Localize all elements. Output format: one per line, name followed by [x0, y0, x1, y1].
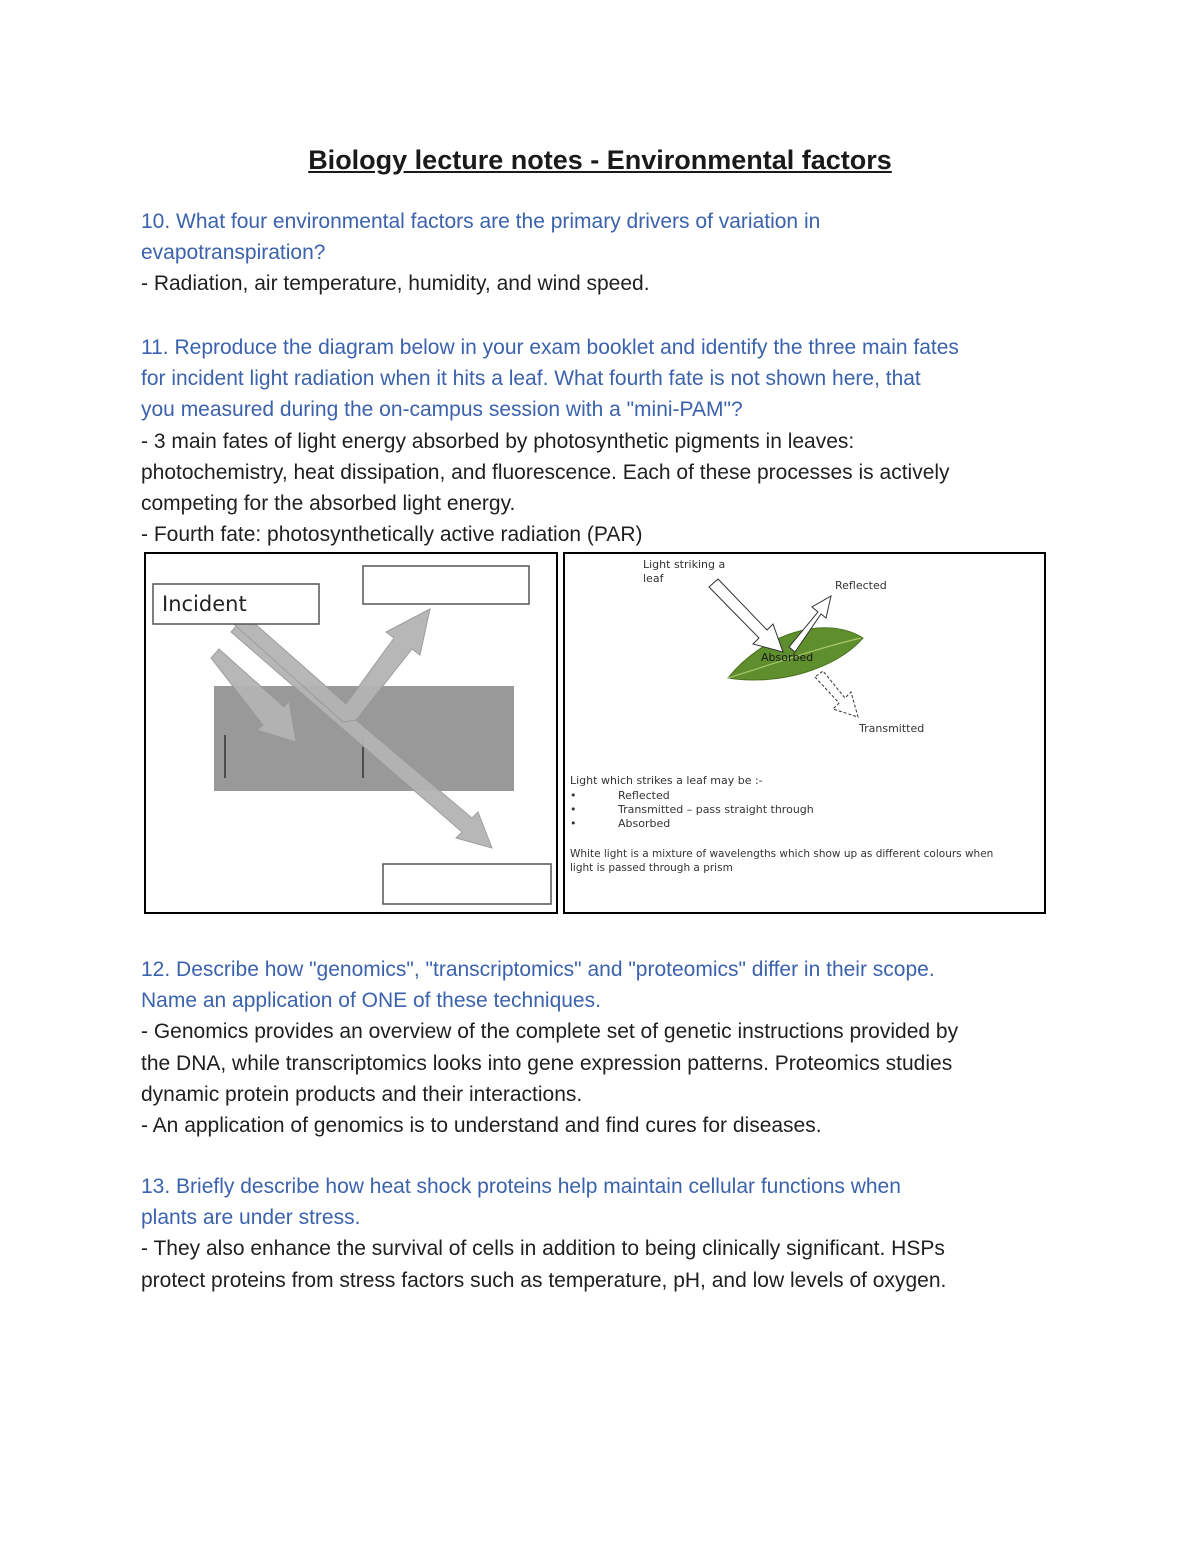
incident-label: Incident	[162, 592, 247, 616]
list-intro: Light which strikes a leaf may be :-	[570, 774, 763, 787]
leaf-light-diagram	[563, 552, 1046, 914]
question-line: 11. Reproduce the diagram below in your exam booklet and identify the three main fates	[141, 336, 959, 359]
question-line: 13. Briefly describe how heat shock proteins help maintain cellular functions when	[141, 1175, 901, 1198]
question-line: for incident light radiation when it hits a leaf. What fourth fate is not shown here, that	[141, 367, 921, 391]
section-12	[141, 954, 1071, 1141]
bullet: •	[570, 817, 577, 830]
answer-line: - Fourth fate: photosynthetically active radiation (PAR)	[141, 523, 643, 547]
bullet: •	[570, 803, 577, 816]
question-line: 12. Describe how "genomics", "transcriptomics" and "proteomics" differ in their scope.	[141, 958, 935, 981]
transmitted-label: Transmitted	[859, 722, 925, 735]
list-item: Reflected	[618, 789, 670, 802]
reflected-label-box	[363, 566, 529, 604]
list-item: Absorbed	[618, 817, 671, 830]
light-striking-label: Light striking a	[643, 558, 726, 571]
white-light-note: White light is a mixture of wavelengths which show up as different colours when	[570, 848, 994, 860]
section-13	[141, 1171, 1071, 1296]
answer-line: dynamic protein products and their interactions.	[141, 1082, 583, 1106]
question-line: Name an application of ONE of these techniques.	[141, 989, 601, 1013]
answer-line: - They also enhance the survival of cells in addition to being clinically significant. HSPs	[141, 1237, 945, 1261]
section-10	[141, 206, 1071, 300]
reflected-label: Reflected	[835, 579, 887, 592]
question-line: plants are under stress.	[141, 1206, 361, 1230]
answer-line: - Genomics provides an overview of the complete set of genetic instructions provided by	[141, 1020, 959, 1044]
question-line: you measured during the on-campus session with a "mini-PAM"?	[141, 398, 743, 422]
answer-line: protect proteins from stress factors such as temperature, pH, and low levels of oxygen.	[141, 1268, 947, 1292]
transmitted-label-box	[383, 864, 551, 904]
light-striking-label: leaf	[643, 572, 664, 585]
question-line: 10. What four environmental factors are the primary drivers of variation in	[141, 210, 821, 233]
white-light-note: light is passed through a prism	[570, 862, 733, 874]
bullet: •	[570, 789, 577, 802]
answer-line: the DNA, while transcriptomics looks into gene expression patterns. Proteomics studies	[141, 1051, 953, 1075]
answer-line: competing for the absorbed light energy.	[141, 492, 516, 516]
section-11	[141, 332, 1071, 550]
list-item: Transmitted – pass straight through	[618, 803, 814, 816]
answer-line: photochemistry, heat dissipation, and fluorescence. Each of these processes is actively	[141, 460, 950, 484]
answer-line: - 3 main fates of light energy absorbed by photosynthetic pigments in leaves:	[141, 429, 855, 453]
absorbed-label: Absorbed	[761, 651, 814, 664]
answer-line: - An application of genomics is to understand and find cures for diseases.	[141, 1114, 822, 1138]
page-title: Biology lecture notes - Environmental factors	[308, 145, 892, 175]
question-line: evapotranspiration?	[141, 241, 326, 265]
light-fate-diagram	[144, 552, 558, 914]
answer-line: - Radiation, air temperature, humidity, and wind speed.	[141, 272, 650, 296]
